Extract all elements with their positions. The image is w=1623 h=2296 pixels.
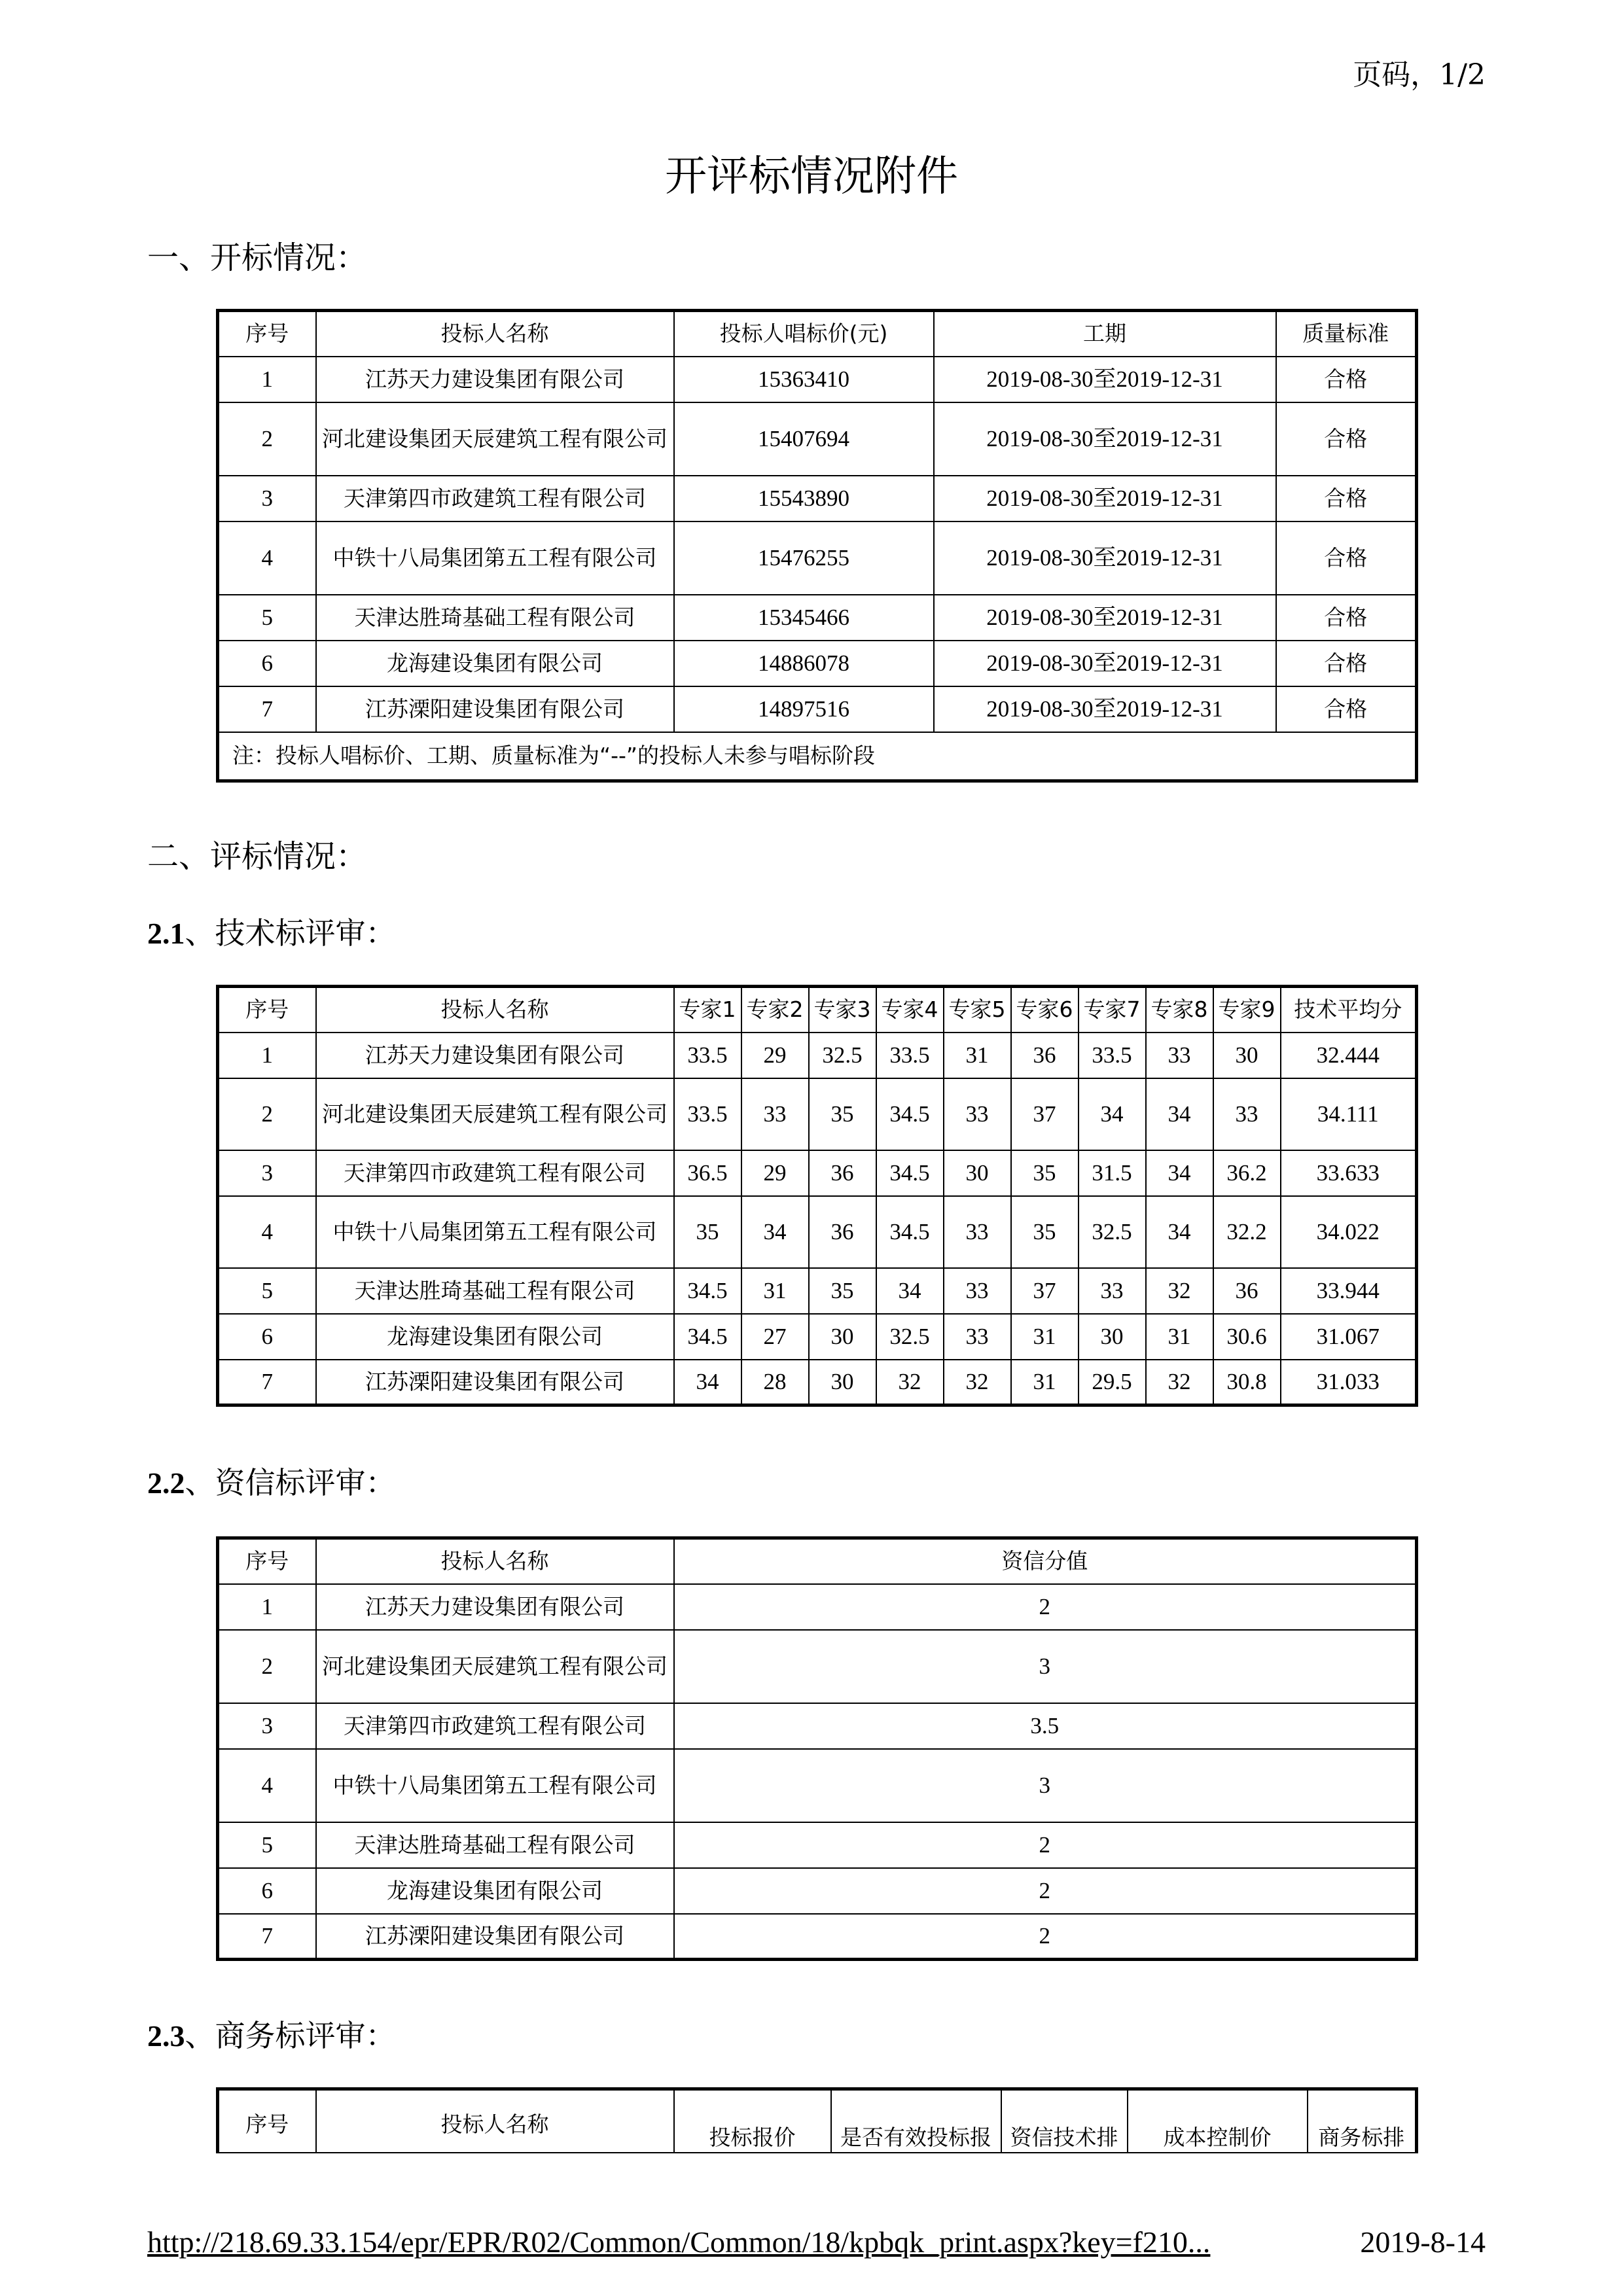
expert-score: 32.2 <box>1213 1196 1281 1268</box>
tech-average-score: 33.944 <box>1281 1268 1417 1314</box>
page-title: 开评标情况附件 <box>665 152 958 201</box>
column-header: 专家1 <box>674 987 741 1033</box>
bid-price: 15407694 <box>674 402 934 476</box>
column-header: 专家8 <box>1146 987 1213 1033</box>
row-number: 7 <box>218 686 316 732</box>
expert-score: 29.5 <box>1079 1360 1146 1405</box>
column-header: 专家9 <box>1213 987 1281 1033</box>
bidder-name: 龙海建设集团有限公司 <box>316 641 674 686</box>
bidder-name: 天津达胜琦基础工程有限公司 <box>316 1822 674 1868</box>
table-row <box>218 476 1417 521</box>
table-row <box>218 595 1417 641</box>
column-header: 投标人名称 <box>316 2089 674 2153</box>
bidder-name: 江苏天力建设集团有限公司 <box>316 1033 674 1078</box>
expert-score: 37 <box>1011 1078 1079 1150</box>
column-header: 技术平均分 <box>1281 987 1417 1033</box>
table-header-row <box>218 987 1417 1033</box>
section-label: 、资信标评审： <box>185 1465 396 1500</box>
bid-price: 15543890 <box>674 476 934 521</box>
tech-review-heading <box>147 910 396 953</box>
table-note-row <box>218 732 1417 781</box>
section-opening-heading: 一、开标情况： <box>147 239 368 276</box>
bidder-name: 中铁十八局集团第五工程有限公司 <box>316 521 674 595</box>
opening-table <box>216 309 1418 783</box>
row-number: 1 <box>218 1033 316 1078</box>
bidder-name: 天津第四市政建筑工程有限公司 <box>316 476 674 521</box>
expert-score: 30 <box>809 1314 876 1360</box>
row-number: 4 <box>218 521 316 595</box>
expert-score: 32.5 <box>1079 1196 1146 1268</box>
row-number: 6 <box>218 1868 316 1914</box>
expert-score: 27 <box>741 1314 809 1360</box>
table-row <box>218 521 1417 595</box>
expert-score: 31.5 <box>1079 1150 1146 1196</box>
table-header-row <box>218 311 1417 357</box>
expert-score: 34 <box>674 1360 741 1405</box>
credit-score: 3.5 <box>674 1703 1417 1749</box>
footer-url-link[interactable]: http://218.69.33.154/epr/EPR/R02/Common/Common/18/kpbqk_print.aspx?key=f210... <box>147 2225 1211 2259</box>
expert-score: 32.5 <box>876 1314 944 1360</box>
expert-score: 34 <box>741 1196 809 1268</box>
column-header: 专家5 <box>944 987 1011 1033</box>
section-number: 2.1 <box>147 917 185 950</box>
table-row <box>218 1314 1417 1360</box>
business-review-table <box>216 2087 1418 2153</box>
bidder-name: 中铁十八局集团第五工程有限公司 <box>316 1196 674 1268</box>
column-header: 质量标准 <box>1276 311 1417 357</box>
row-number: 6 <box>218 1314 316 1360</box>
expert-score: 34 <box>876 1268 944 1314</box>
bidder-name: 天津达胜琦基础工程有限公司 <box>316 595 674 641</box>
table-row <box>218 1630 1417 1703</box>
expert-score: 34 <box>1079 1078 1146 1150</box>
row-number: 3 <box>218 1703 316 1749</box>
credit-score: 2 <box>674 1868 1417 1914</box>
column-header: 资信技术排 <box>1001 2089 1128 2153</box>
expert-score: 37 <box>1011 1268 1079 1314</box>
expert-score: 32 <box>876 1360 944 1405</box>
table-note: 注：投标人唱标价、工期、质量标准为“--”的投标人未参与唱标阶段 <box>218 732 1417 781</box>
column-header: 序号 <box>218 311 316 357</box>
bidder-name: 天津第四市政建筑工程有限公司 <box>316 1150 674 1196</box>
column-header: 专家4 <box>876 987 944 1033</box>
table-row <box>218 357 1417 402</box>
expert-score: 28 <box>741 1360 809 1405</box>
expert-score: 33.5 <box>674 1078 741 1150</box>
bidder-name: 江苏溧阳建设集团有限公司 <box>316 686 674 732</box>
column-header: 成本控制价 <box>1128 2089 1308 2153</box>
construction-period: 2019-08-30至2019-12-31 <box>934 476 1276 521</box>
table-row <box>218 1360 1417 1405</box>
page-number: 页码，1/2 <box>1353 58 1486 92</box>
column-header: 资信分值 <box>674 1538 1417 1584</box>
expert-score: 33 <box>944 1196 1011 1268</box>
row-number: 5 <box>218 1822 316 1868</box>
expert-score: 33 <box>1079 1268 1146 1314</box>
column-header: 专家3 <box>809 987 876 1033</box>
section-evaluation-heading: 二、评标情况： <box>147 838 368 875</box>
column-header: 序号 <box>218 1538 316 1584</box>
section-label: 、商务标评审： <box>185 2018 396 2053</box>
row-number: 6 <box>218 641 316 686</box>
table-header-row <box>218 2089 1417 2153</box>
expert-score: 33.5 <box>674 1033 741 1078</box>
column-header: 专家2 <box>741 987 809 1033</box>
quality-standard: 合格 <box>1276 357 1417 402</box>
table-row <box>218 1749 1417 1822</box>
table-row <box>218 641 1417 686</box>
quality-standard: 合格 <box>1276 476 1417 521</box>
tech-average-score: 34.022 <box>1281 1196 1417 1268</box>
tech-average-score: 31.033 <box>1281 1360 1417 1405</box>
construction-period: 2019-08-30至2019-12-31 <box>934 686 1276 732</box>
column-header: 工期 <box>934 311 1276 357</box>
quality-standard: 合格 <box>1276 641 1417 686</box>
row-number: 7 <box>218 1360 316 1405</box>
bidder-name: 江苏天力建设集团有限公司 <box>316 357 674 402</box>
credit-score: 2 <box>674 1584 1417 1630</box>
bidder-name: 河北建设集团天辰建筑工程有限公司 <box>316 402 674 476</box>
credit-review-table <box>216 1536 1418 1961</box>
bidder-name: 江苏溧阳建设集团有限公司 <box>316 1360 674 1405</box>
expert-score: 34 <box>1146 1150 1213 1196</box>
column-header: 投标人唱标价(元) <box>674 311 934 357</box>
column-header: 投标人名称 <box>316 1538 674 1584</box>
bidder-name: 河北建设集团天辰建筑工程有限公司 <box>316 1630 674 1703</box>
table-row <box>218 686 1417 732</box>
expert-score: 33 <box>1146 1033 1213 1078</box>
column-header: 序号 <box>218 987 316 1033</box>
expert-score: 31 <box>1011 1314 1079 1360</box>
expert-score: 31 <box>1011 1360 1079 1405</box>
expert-score: 36 <box>809 1196 876 1268</box>
column-header: 投标人名称 <box>316 311 674 357</box>
credit-score: 3 <box>674 1630 1417 1703</box>
tech-average-score: 32.444 <box>1281 1033 1417 1078</box>
row-number: 3 <box>218 1150 316 1196</box>
tech-average-score: 34.111 <box>1281 1078 1417 1150</box>
table-header-row <box>218 1538 1417 1584</box>
expert-score: 35 <box>1011 1150 1079 1196</box>
bidder-name: 江苏天力建设集团有限公司 <box>316 1584 674 1630</box>
table-row <box>218 1914 1417 1960</box>
tech-average-score: 31.067 <box>1281 1314 1417 1360</box>
row-number: 2 <box>218 1078 316 1150</box>
expert-score: 30.6 <box>1213 1314 1281 1360</box>
expert-score: 30 <box>1079 1314 1146 1360</box>
column-header: 序号 <box>218 2089 316 2153</box>
expert-score: 33 <box>944 1078 1011 1150</box>
row-number: 2 <box>218 402 316 476</box>
expert-score: 36.2 <box>1213 1150 1281 1196</box>
expert-score: 34 <box>1146 1196 1213 1268</box>
bidder-name: 龙海建设集团有限公司 <box>316 1314 674 1360</box>
business-review-heading <box>147 2012 396 2055</box>
construction-period: 2019-08-30至2019-12-31 <box>934 595 1276 641</box>
credit-score: 2 <box>674 1914 1417 1960</box>
expert-score: 30.8 <box>1213 1360 1281 1405</box>
row-number: 1 <box>218 357 316 402</box>
bidder-name: 龙海建设集团有限公司 <box>316 1868 674 1914</box>
quality-standard: 合格 <box>1276 595 1417 641</box>
expert-score: 36.5 <box>674 1150 741 1196</box>
expert-score: 30 <box>944 1150 1011 1196</box>
tech-average-score: 33.633 <box>1281 1150 1417 1196</box>
credit-score: 3 <box>674 1749 1417 1822</box>
expert-score: 34.5 <box>674 1268 741 1314</box>
expert-score: 33 <box>944 1268 1011 1314</box>
expert-score: 34.5 <box>876 1078 944 1150</box>
bid-price: 15476255 <box>674 521 934 595</box>
expert-score: 30 <box>809 1360 876 1405</box>
table-row <box>218 1868 1417 1914</box>
footer-date: 2019-8-14 <box>1360 2225 1486 2259</box>
expert-score: 34 <box>1146 1078 1213 1150</box>
bidder-name: 中铁十八局集团第五工程有限公司 <box>316 1749 674 1822</box>
expert-score: 32 <box>944 1360 1011 1405</box>
table-row <box>218 402 1417 476</box>
column-header: 专家6 <box>1011 987 1079 1033</box>
column-header: 投标报价 <box>674 2089 831 2153</box>
bid-price: 15363410 <box>674 357 934 402</box>
bidder-name: 天津第四市政建筑工程有限公司 <box>316 1703 674 1749</box>
expert-score: 35 <box>674 1196 741 1268</box>
expert-score: 29 <box>741 1033 809 1078</box>
column-header: 专家7 <box>1079 987 1146 1033</box>
expert-score: 32.5 <box>809 1033 876 1078</box>
expert-score: 35 <box>809 1078 876 1150</box>
bid-price: 14897516 <box>674 686 934 732</box>
section-label: 、技术标评审： <box>185 915 396 951</box>
table-row <box>218 1822 1417 1868</box>
table-row <box>218 1150 1417 1196</box>
table-row <box>218 1078 1417 1150</box>
credit-review-heading <box>147 1459 396 1502</box>
expert-score: 33 <box>944 1314 1011 1360</box>
expert-score: 29 <box>741 1150 809 1196</box>
quality-standard: 合格 <box>1276 521 1417 595</box>
table-row <box>218 1196 1417 1268</box>
expert-score: 34.5 <box>876 1150 944 1196</box>
column-header: 是否有效投标报 <box>831 2089 1001 2153</box>
bidder-name: 江苏溧阳建设集团有限公司 <box>316 1914 674 1960</box>
tech-review-table <box>216 985 1418 1407</box>
construction-period: 2019-08-30至2019-12-31 <box>934 641 1276 686</box>
expert-score: 36 <box>1213 1268 1281 1314</box>
expert-score: 36 <box>809 1150 876 1196</box>
column-header: 商务标排 <box>1308 2089 1417 2153</box>
column-header: 投标人名称 <box>316 987 674 1033</box>
construction-period: 2019-08-30至2019-12-31 <box>934 521 1276 595</box>
bidder-name: 天津达胜琦基础工程有限公司 <box>316 1268 674 1314</box>
row-number: 5 <box>218 1268 316 1314</box>
construction-period: 2019-08-30至2019-12-31 <box>934 357 1276 402</box>
bidder-name: 河北建设集团天辰建筑工程有限公司 <box>316 1078 674 1150</box>
row-number: 4 <box>218 1749 316 1822</box>
credit-score: 2 <box>674 1822 1417 1868</box>
row-number: 2 <box>218 1630 316 1703</box>
table-row <box>218 1703 1417 1749</box>
quality-standard: 合格 <box>1276 402 1417 476</box>
table-row <box>218 1033 1417 1078</box>
quality-standard: 合格 <box>1276 686 1417 732</box>
bid-price: 14886078 <box>674 641 934 686</box>
expert-score: 33 <box>1213 1078 1281 1150</box>
expert-score: 32 <box>1146 1360 1213 1405</box>
row-number: 3 <box>218 476 316 521</box>
expert-score: 31 <box>944 1033 1011 1078</box>
construction-period: 2019-08-30至2019-12-31 <box>934 402 1276 476</box>
expert-score: 32 <box>1146 1268 1213 1314</box>
expert-score: 36 <box>1011 1033 1079 1078</box>
expert-score: 34.5 <box>674 1314 741 1360</box>
section-number: 2.3 <box>147 2019 185 2053</box>
table-row <box>218 1268 1417 1314</box>
expert-score: 33.5 <box>1079 1033 1146 1078</box>
table-row <box>218 1584 1417 1630</box>
expert-score: 30 <box>1213 1033 1281 1078</box>
row-number: 7 <box>218 1914 316 1960</box>
expert-score: 35 <box>1011 1196 1079 1268</box>
bid-price: 15345466 <box>674 595 934 641</box>
expert-score: 35 <box>809 1268 876 1314</box>
section-number: 2.2 <box>147 1466 185 1500</box>
expert-score: 34.5 <box>876 1196 944 1268</box>
row-number: 4 <box>218 1196 316 1268</box>
expert-score: 31 <box>1146 1314 1213 1360</box>
expert-score: 31 <box>741 1268 809 1314</box>
row-number: 5 <box>218 595 316 641</box>
expert-score: 33.5 <box>876 1033 944 1078</box>
expert-score: 33 <box>741 1078 809 1150</box>
row-number: 1 <box>218 1584 316 1630</box>
